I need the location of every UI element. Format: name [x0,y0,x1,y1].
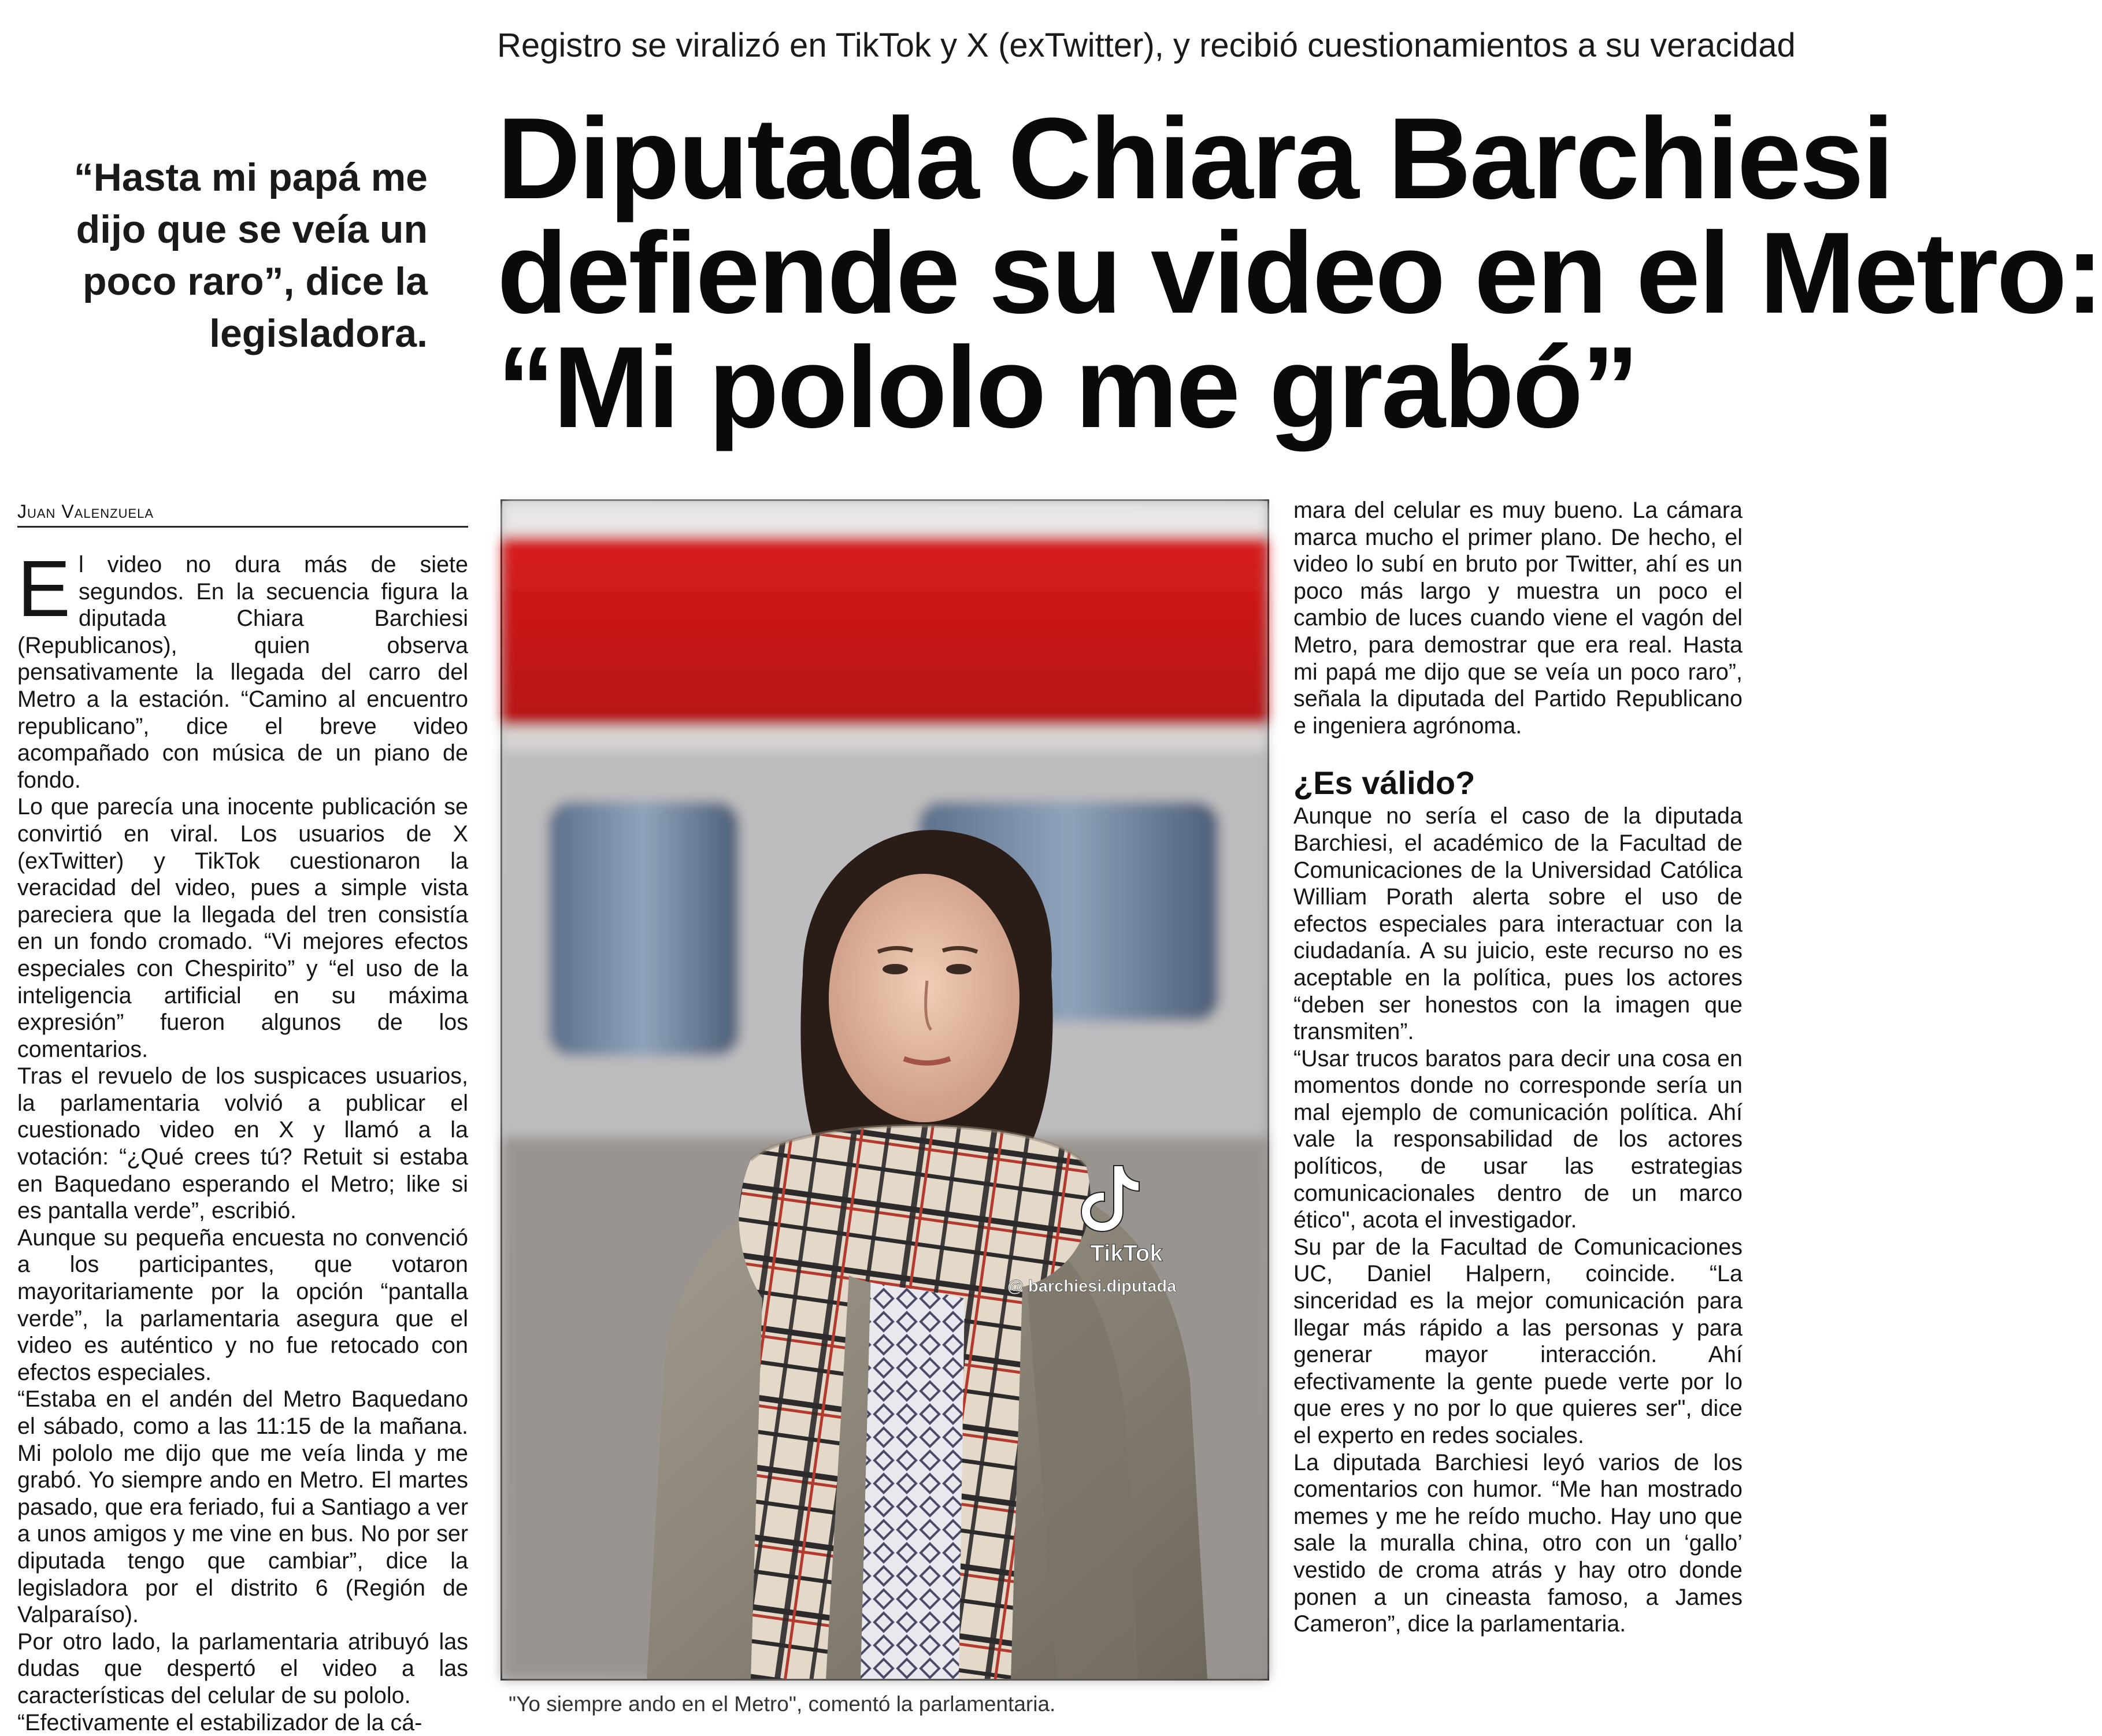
paragraph: “Efectivamente el estabilizador de la cá- [17,1709,422,1735]
byline [17,498,468,528]
paragraph: Su par de la Facultad de Comunicaciones UC, Daniel Halpern, coincide. “La sinceridad es la mejor comunicación para llegar más rápido a las personas y para generar mayor interacción. Ahí efectivamente la gente puede verte por lo que eres y no por lo que quieres ser", dice el experto en redes sociales. [1293,1234,1743,1448]
kicker: Registro se viralizó en TikTok y X (exTwitter), y recibió cuestionamientos a su veracidad [497,27,1796,64]
byline-name: Juan Valenzuela [17,501,154,522]
headline [497,94,2102,452]
paragraph: “Estaba en el andén del Metro Baquedano el sábado, como a las 11:15 de la mañana. Mi pololo me dijo que me veía linda y me grabó. Yo siempre ando en Metro. El martes pasado, que era feriado, fui a Santiago a ver a unos amigos y me vine en bus. No por ser diputada tengo que cambiar”, dice la legisladora por el distrito 6 (Región de Valparaíso). [17,1386,468,1628]
paragraph: La diputada Barchiesi leyó varios de los comentarios con humor. “Me han mostrado memes y me he reído mucho. Hay uno que sale la muralla china, otro con un ‘gallo’ vestido de croma atrás y hay otro donde ponen a un cineasta famoso, a James Cameron”, dice la parlamentaria. [1293,1449,1743,1637]
deck-quote: “Hasta mi papá me dijo que se veía un poco raro”, dice la legisladora. [73,155,428,355]
headline-line-1: Diputada Chiara Barchiesi [497,94,1893,223]
paragraph-text: l video no dura más de siete segundos. En la secuencia figura la diputada Chiara Barchiesi (Republicanos), quien observa pensativamente la llegada del carro del Metro a la estación. “Camino al encuentro republicano”, dice el breve video acompañado con música de un piano de fondo. [17,552,468,793]
headline-line-2: defiende su video en el Metro: [497,209,2102,337]
paragraph [17,544,468,793]
paragraph: Lo que parecía una inocente publicación se convirtió en viral. Los usuarios de X (exTwitter) y TikTok cuestionaron la veracidad del video, pues a simple vista pareciera que la llegada del tren consistía en un fondo cromado. “Vi mejores efectos especiales con Chespirito” y “el uso de la inteligencia artificial en su máxima expresión” fueron algunos de los comentarios. [17,794,468,1062]
tiktok-handle: @ barchiesi.diputada [1007,1277,1177,1296]
paragraph: Por otro lado, la parlamentaria atribuyó las dudas que despertó el video a las características del celular de su pololo. [17,1629,468,1708]
subheading: ¿Es válido? [1293,765,1476,802]
article-photo [501,499,1269,1681]
paragraph: Tras el revuelo de los suspicaces usuarios, la parlamentaria volvió a publicar el cuestionado video en X y llamó a la votación: “¿Qué crees tú? Retuit si estaba en Baquedano esperando el Metro; like si es pantalla verde”, escribió. [17,1063,468,1224]
dropcap: E [17,544,71,633]
paragraph: “Usar trucos baratos para decir una cosa en momentos donde no corresponde sería un mal ejemplo de comunicación política. Ahí vale la responsabilidad de los actores políticos, de usar las estrategias comunicacionales dentro de un marco ético", acota el investigador. [1293,1045,1743,1233]
paragraph: Aunque no sería el caso de la diputada Barchiesi, el académico de la Facultad de Comunicaciones de la Universidad Católica William Porath alerta sobre el uso de efectos especiales para interactuar con la ciudadanía. A su juicio, este recurso no es aceptable en la política, pues los actores “deben ser honestos con la imagen que transmiten”. [1293,803,1743,1045]
paragraph: Aunque su pequeña encuesta no convenció a los participantes, que votaron mayoritariamente por la opción “pantalla verde”, la parlamentaria asegura que el video es auténtico y no fue retocado con efectos especiales. [17,1225,468,1385]
photo-illustration [502,501,1267,1679]
body-column-3 [1293,497,1743,1638]
body-column-1 [17,544,468,1736]
paragraph: mara del celular es muy bueno. La cámara marca mucho el primer plano. De hecho, el video lo subí en bruto por Twitter, ahí es un poco más largo y muestra un poco el cambio de luces cuando viene el vagón del Metro, para demostrar que era real. Hasta mi papá me dijo que se veía un poco raro”, señala la diputada del Partido Republicano e ingeniera agrónoma. [1293,498,1743,739]
tiktok-brand: TikTok [1090,1241,1163,1266]
photo-caption: "Yo siempre ando en el Metro", comentó la parlamentaria. [509,1692,1056,1716]
headline-line-3: “Mi pololo me grabó” [497,323,1638,452]
